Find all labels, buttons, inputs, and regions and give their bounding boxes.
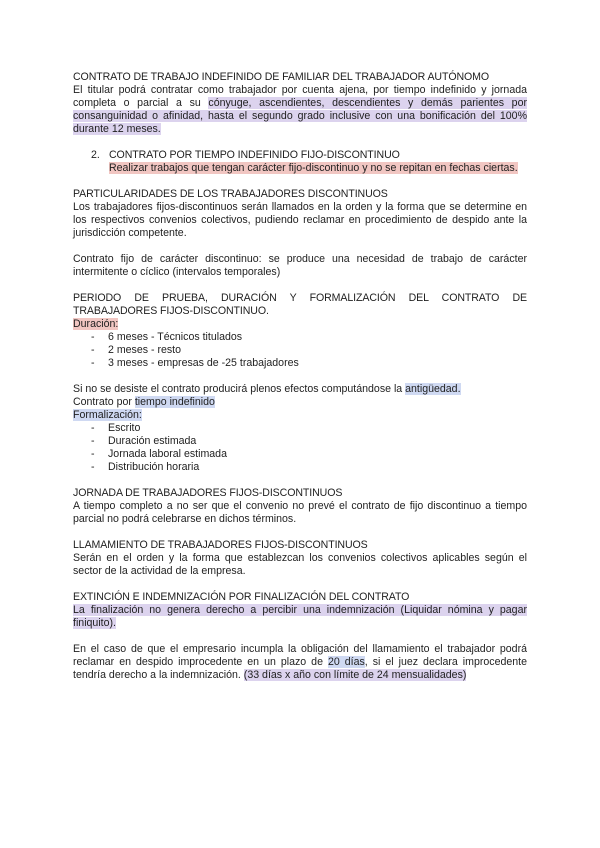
paragraph-jornada: A tiempo completo a no ser que el convenio no prevé el contrato de fijo discontinuo a tiempo parcial no podrá celebrarse en dichos términos. [73,500,527,525]
paragraph-familiar [73,84,527,136]
list-item: - Duración estimada [91,435,197,447]
section-title-fijo-discontinuo: CONTRATO POR TIEMPO INDEFINIDO FIJO-DISCONTINUO [109,149,400,161]
item-number: 2. [91,149,100,161]
section-title-periodo-prueba: PERIODO DE PRUEBA, DURACIÓN Y FORMALIZACIÓN DEL CONTRATO DE TRABAJADORES FIJOS-DISCONTINUO. [73,292,527,317]
paragraph-llamamiento: Serán en el orden y la forma que establezcan los convenios colectivos aplicables según el sector de la actividad de la empresa. [73,552,527,577]
list-item: - 3 meses - empresas de -25 trabajadores [91,357,299,369]
list-item-text: 6 meses - Técnicos titulados [108,331,243,343]
paragraph-extincion [73,604,527,630]
list-duracion [73,331,527,370]
paragraph-particularidades: Los trabajadores fijos-discontinuos serán llamados en la orden y la forma que se determine en los respectivos convenios colectivos, pudiendo reclamar en procedimiento de despido ante la jurisdicción competente. [73,201,527,239]
paragraph-text: El titular podrá contratar como trabajador por cuenta ajena, por tiempo indefinido y jornada completa o parcial a su [73,84,527,109]
list-item-text: Escrito [108,422,141,434]
list-item: - Escrito [91,422,141,434]
paragraph-text: , si el juez declara improcedente tendría derecho a la indemnización. [73,656,527,681]
list-item-text: 3 meses - empresas de -25 trabajadores [108,357,299,369]
list-formalizacion [73,422,527,474]
paragraph-antiguedad [73,383,527,396]
paragraph-llamamiento-incumplido [73,643,527,682]
paragraph-contrato-fijo: Contrato fijo de carácter discontinuo: se produce una necesidad de trabajo de carácter intermitente o cíclico (intervalos temporales) [73,253,527,278]
highlight-purple: (33 días x año con límite de 24 mensualidades) [243,669,467,681]
highlight-blue: tiempo indefinido [134,396,215,408]
numbered-item-2 [73,149,527,175]
section-title-jornada: JORNADA DE TRABAJADORES FIJOS-DISCONTINUOS [73,487,343,499]
list-item: - Distribución horaria [91,461,200,473]
list-item: - 6 meses - Técnicos titulados [91,331,243,343]
section-title-familiar: CONTRATO DE TRABAJO INDEFINIDO DE FAMILIAR DEL TRABAJADOR AUTÓNOMO [73,71,490,83]
list-item-text: Duración estimada [108,435,197,447]
document-body [73,71,527,682]
highlight-red: Realizar trabajos que tengan carácter fijo-discontinuo y no se repitan en fechas ciertas. [109,162,518,174]
highlight-purple: La finalización no genera derecho a percibir una indemnización (Liquidar nómina y pagar finiquito). [73,604,527,629]
list-item-text: 2 meses - resto [108,344,182,356]
label-formalizacion [73,409,527,422]
highlight-purple: cónyuge, ascendientes, descendientes y demás parientes por consanguinidad o afinidad, hasta el segundo grado inclusive con una bonificación del 100% durante 12 meses. [73,97,527,135]
highlight-blue: Formalización: [73,409,142,421]
highlight-blue: 20 días [327,656,365,668]
list-item: - 2 meses - resto [91,344,182,356]
highlight-blue: antigüedad. [405,383,461,395]
list-item-text: Jornada laboral estimada [108,448,227,460]
section-title-particularidades: PARTICULARIDADES DE LOS TRABAJADORES DISCONTINUOS [73,188,388,200]
paragraph-text: Si no se desiste el contrato producirá plenos efectos computándose la [73,383,406,395]
label-duracion [73,318,527,331]
highlight-red: Duración: [73,318,119,330]
paragraph-text: Contrato por [73,396,135,408]
section-title-extincion: EXTINCIÓN E INDEMNIZACIÓN POR FINALIZACIÓN DEL CONTRATO [73,591,410,603]
list-item-text: Distribución horaria [108,461,200,473]
paragraph-text: En el caso de que el empresario incumpla la obligación del llamamiento el trabajador podrá reclamar en despido improcedente en un plazo de [73,643,527,668]
section-title-llamamiento: LLAMAMIENTO DE TRABAJADORES FIJOS-DISCONTINUOS [73,539,368,551]
paragraph-contrato-por [73,396,527,409]
list-item: - Jornada laboral estimada [91,448,227,460]
